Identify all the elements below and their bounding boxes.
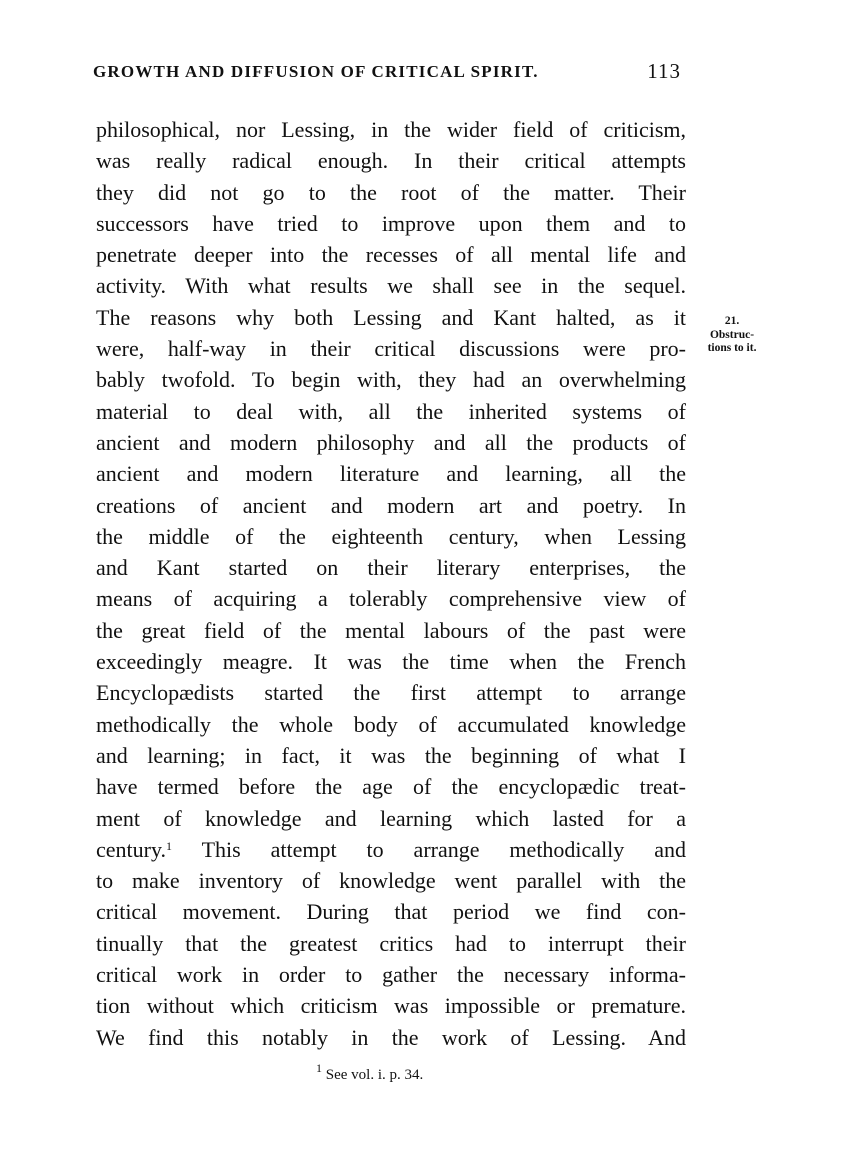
text-line: and learning; in fact, it was the beginning of what I [96, 742, 686, 768]
text-line: the middle of the eighteenth century, when Lessing [96, 523, 686, 549]
footnote-marker: 1 [316, 1061, 322, 1075]
text-line: methodically the whole body of accumulated knowledge [96, 711, 686, 737]
text-line: material to deal with, all the inherited systems of [96, 398, 686, 424]
footnote-text: See vol. i. p. 34. [325, 1067, 424, 1083]
text-line: was really radical enough. In their critical attempts [96, 148, 686, 174]
text-line: they did not go to the root of the matter. Their [96, 179, 686, 205]
text-line: have termed before the age of the encyclopædic treat- [96, 774, 686, 800]
text-line: penetrate deeper into the recesses of all mental life and [96, 242, 686, 268]
text-line: creations of ancient and modern art and poetry. In [96, 492, 686, 518]
text-line: were, half-way in their critical discussions were pro- [96, 336, 686, 362]
text-line: The reasons why both Lessing and Kant halted, as it [96, 304, 686, 330]
text-line: tinually that the greatest critics had to interrupt their [96, 930, 686, 956]
text-line: ancient and modern literature and learning, all the [96, 461, 686, 487]
text-line: Encyclopædists started the first attempt to arrange [96, 680, 686, 706]
text-line: tion without which criticism was impossible or premature. [96, 993, 686, 1019]
text-line: ment of knowledge and learning which lasted for a [96, 805, 686, 831]
body-text [96, 114, 686, 1053]
running-header [93, 59, 693, 92]
text-line: bably twofold. To begin with, they had an overwhelming [96, 367, 686, 393]
text-line: exceedingly meagre. It was the time when the French [96, 649, 686, 675]
footnote-reference: 1 [166, 838, 173, 853]
text-line: successors have tried to improve upon them and to [96, 210, 686, 236]
text-line: critical movement. During that period we find con- [96, 899, 686, 925]
text-line: critical work in order to gather the necessary informa- [96, 962, 686, 988]
marginal-note [692, 315, 772, 356]
marginal-note-number: 21. [724, 315, 740, 327]
text-line-end: This attempt to arrange methodically and [201, 836, 686, 862]
text-line: to make inventory of knowledge went parallel with the [96, 868, 686, 894]
text-line: means of acquiring a tolerably comprehensive view of [96, 586, 686, 612]
running-title: GROWTH AND DIFFUSION OF CRITICAL SPIRIT. [93, 62, 539, 81]
marginal-note-line2: tions to it. [707, 342, 757, 354]
text-line: and Kant started on their literary enterprises, the [96, 555, 686, 581]
text-line: ancient and modern philosophy and all the products of [96, 429, 686, 455]
text-line: the great field of the mental labours of the past were [96, 617, 686, 643]
page-number: 113 [647, 59, 681, 83]
text-line-with-footnote-ref [96, 834, 686, 865]
footnote [316, 1061, 424, 1084]
text-line: We find this notably in the work of Lessing. And [96, 1024, 686, 1050]
text-line: activity. With what results we shall see in the sequel. [96, 273, 686, 299]
marginal-note-line1: Obstruc- [709, 328, 755, 341]
text-line-start: century. [96, 836, 167, 862]
text-line: philosophical, nor Lessing, in the wider field of criticism, [96, 117, 686, 142]
